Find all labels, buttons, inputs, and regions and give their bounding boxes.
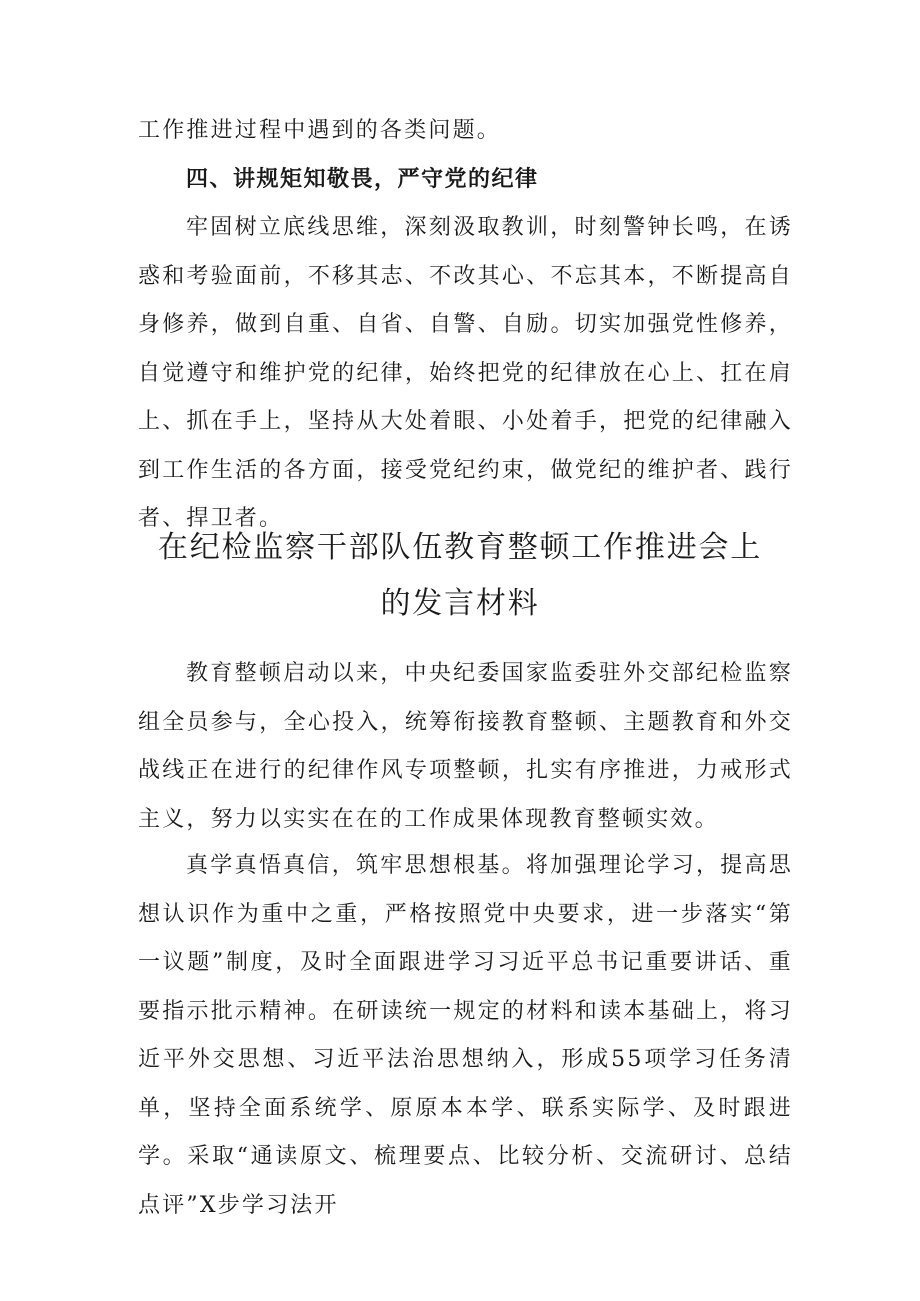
paragraph-discipline: 牢固树立底线思维，深刻汲取教训，时刻警钟长鸣，在诱惑和考验面前，不移其志、不改其心、不忘其本，不断提高自身修养，做到自重、自省、自警、自励。切实加强党性修养，自觉遵守和维护党的纪律，始终把党的纪律放在心上、扛在肩上、抓在手上，坚持从大处着眼、小处着手，把党的纪律融入到工作生活的各方面，接受党纪约束，做党纪的维护者、践行者、捍卫者。: [138, 215, 793, 531]
title-line-2: 的发言材料: [380, 586, 540, 621]
continuation-line: 工作推进过程中遇到的各类问题。: [138, 118, 502, 143]
paragraph-intro: 教育整顿启动以来，中央纪委国家监委驻外交部纪检监察组全员参与，全心投入，统筹衔接教育整顿、主题教育和外交战线正在进行的纪律作风专项整顿，扎实有序推进，力戒形式主义，努力以实实在在的工作成果体现教育整顿实效。: [138, 661, 793, 832]
document-title: [100, 520, 820, 632]
title-line-1: 在纪检监察干部队伍教育整顿工作推进会上: [157, 530, 763, 565]
section-heading: 四、讲规矩知敬畏，严守党的纪律: [186, 167, 539, 192]
paragraph-study: 真学真悟真信，筑牢思想根基。将加强理论学习，提高思想认识作为重中之重，严格按照党中央要求，进一步落实“第一议题”制度，及时全面跟进学习习近平总书记重要讲话、重要指示批示精神。在研读统一规定的材料和读本基础上，将习近平外交思想、习近平法治思想纳入，形成55项学习任务清单，坚持全面系统学、原原本本学、联系实际学、及时跟进学。采取“通读原文、梳理要点、比较分析、交流研讨、总结点评”X步学习法开: [138, 853, 793, 1218]
